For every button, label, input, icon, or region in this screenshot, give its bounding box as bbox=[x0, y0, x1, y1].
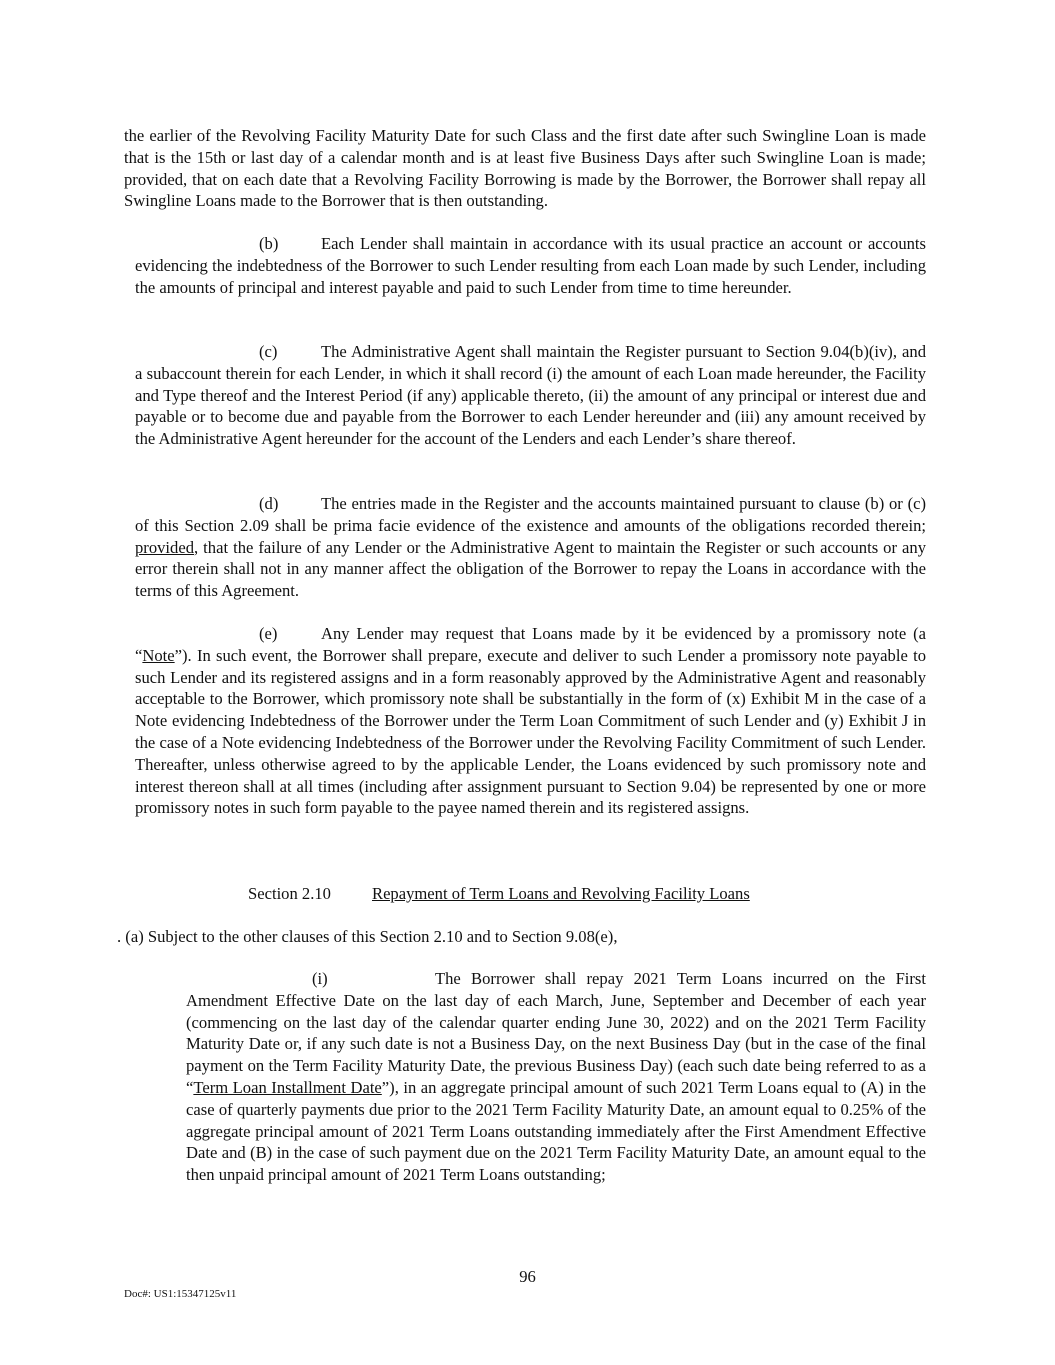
paragraph-b bbox=[135, 233, 926, 298]
paragraph-d-text-after: , that the failure of any Lender or the Administrative Agent to maintain the Register or such accounts or any error therein shall not in any manner affect the obligation of the Borrower to repay the Loans in accordance with the terms of this Agreement. bbox=[135, 537, 926, 601]
note-defined-term: Note bbox=[142, 645, 175, 665]
paragraph-d-label: (d) bbox=[259, 494, 279, 513]
paragraph-e-text-before: Any Lender may request that Loans made by it be evidenced by a promissory note (a “ bbox=[135, 624, 926, 665]
paragraph-d bbox=[135, 493, 926, 602]
paragraph-c-text: The Administrative Agent shall maintain the Register pursuant to Section 9.04(b)(iv), and a subaccount therein for each Lender, in which it shall record (i) the amount of each Loan made hereunder, the Facility and Type thereof and the Interest Period (if any) applicable thereto, (ii) the amount of any principal or interest due and payable or to become due and payable from the Borrower to each Lender hereunder and (iii) any amount received by the Administrative Agent hereunder for the account of the Lenders and each Lender’s share thereof. bbox=[135, 342, 926, 449]
paragraph-210-a-i-label: (i) bbox=[312, 969, 328, 988]
provided-term: provided bbox=[135, 537, 194, 557]
paragraph-b-text: Each Lender shall maintain in accordance with its usual practice an account or accounts evidencing the indebtedness of the Borrower to such Lender resulting from each Loan made by such Lender, including the amounts of principal and interest payable and paid to such Lender from time to time hereunder. bbox=[135, 234, 926, 297]
paragraph-a-continuation bbox=[124, 125, 926, 212]
section-number: Section 2.10 bbox=[248, 884, 331, 903]
section-title: Repayment of Term Loans and Revolving Facility Loans bbox=[372, 884, 750, 903]
paragraph-c bbox=[135, 341, 926, 450]
section-heading bbox=[248, 883, 750, 905]
document-id: Doc#: US1:15347125v11 bbox=[124, 1288, 237, 1300]
paragraph-210-a-text: . (a) Subject to the other clauses of this Section 2.10 and to Section 9.08(e), bbox=[117, 927, 618, 946]
paragraph-d-text-before: The entries made in the Register and the accounts maintained pursuant to clause (b) or (c) of this Section 2.09 shall be prima facie evidence of the existence and amounts of the obligations recorded therein; bbox=[135, 494, 926, 535]
paragraph-210-a bbox=[117, 926, 927, 948]
paragraph-e-text-after: ”). In such event, the Borrower shall prepare, execute and deliver to such Lender a promissory note payable to such Lender and its registered assigns and in a form reasonably approved by the Administrative Agent and reasonably acceptable to the Borrower, which promissory note shall be substantially in the form of (x) Exhibit M in the case of a Note evidencing Indebtedness of the Borrower under the Term Loan Commitment of such Lender and (y) Exhibit J in the case of a Note evidencing Indebtedness of the Borrower under the Revolving Facility Commitment of such Lender. Thereafter, unless otherwise agreed to by the applicable Lender, the Loans evidenced by such promissory note and interest thereon shall at all times (including after assignment pursuant to Section 9.04) be represented by one or more promissory notes in such form payable to the payee named therein and its registered assigns. bbox=[135, 645, 926, 818]
paragraph-210-a-i-text-after: ”), in an aggregate principal amount of such 2021 Term Loans equal to (A) in the case of quarterly payments due prior to the 2021 Term Facility Maturity Date, an amount equal to 0.25% of the aggregate principal amount of 2021 Term Loans outstanding immediately after the First Amendment Effective Date and (B) in the case of such payment due on the 2021 Term Facility Maturity Date, an amount equal to the then unpaid principal amount of 2021 Term Loans outstanding; bbox=[186, 1077, 926, 1185]
paragraph-c-label: (c) bbox=[259, 342, 278, 361]
paragraph-b-label: (b) bbox=[259, 234, 279, 253]
paragraph-210-a-i-text-before: The Borrower shall repay 2021 Term Loans incurred on the First Amendment Effective Date on the last day of each March, June, September and December of each year (commencing on the last day of the calendar quarter ending June 30, 2022) and on the 2021 Term Facility Maturity Date or, if any such date is not a Business Day, on the next Business Day (but in the case of the final payment on the Term Facility Maturity Date, the previous Business Day) (each such date being referred to as a “ bbox=[186, 969, 926, 1097]
page-number: 96 bbox=[519, 1267, 536, 1286]
term-loan-installment-date-term: Term Loan Installment Date bbox=[193, 1077, 382, 1097]
paragraph-e bbox=[135, 623, 926, 819]
paragraph-a-text: the earlier of the Revolving Facility Maturity Date for such Class and the first date after such Swingline Loan is made that is the 15th or last day of a calendar month and is at least five Business Days after such Swingline Loan is made; provided, that on each date that a Revolving Facility Borrowing is made by the Borrower, the Borrower shall repay all Swingline Loans made to the Borrower that is then outstanding. bbox=[124, 126, 926, 211]
paragraph-e-label: (e) bbox=[259, 624, 278, 643]
paragraph-210-a-i bbox=[186, 968, 926, 1186]
